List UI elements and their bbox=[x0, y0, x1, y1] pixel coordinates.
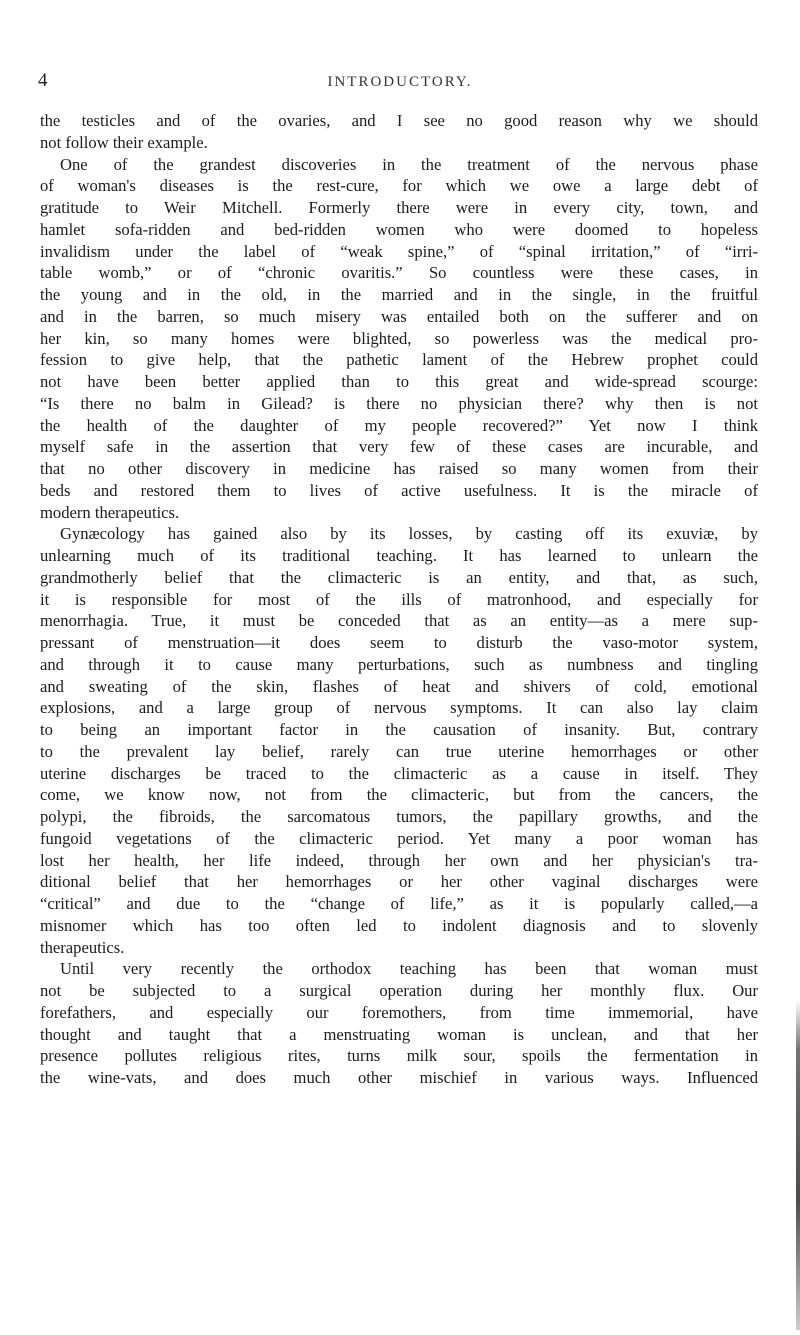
text-line: fession to give help, that the pathetic lament of the Hebrew prophet could bbox=[40, 350, 758, 370]
text-line: forefathers, and especially our foremothers, from time immemorial, have bbox=[40, 1002, 758, 1022]
text-line: polypi, the fibroids, the sarcomatous tumors, the papillary growths, and the bbox=[40, 807, 758, 826]
text-line: come, we know now, not from the climacteric, but from the cancers, the bbox=[40, 785, 758, 805]
text-line: her kin, so many homes were blighted, so powerless was the medical pro- bbox=[40, 328, 758, 348]
text-line: to being an important factor in the causation of insanity. But, contrary bbox=[40, 720, 758, 739]
text-line: lost her health, her life indeed, through her own and her physician's tra- bbox=[40, 850, 758, 870]
body-text bbox=[40, 110, 758, 1089]
text-line: invalidism under the label of “weak spine,” of “spinal irritation,” of “irri- bbox=[40, 241, 758, 261]
text-line: modern therapeutics. bbox=[40, 502, 180, 522]
text-line: ditional belief that her hemorrhages or her other vaginal discharges were bbox=[40, 872, 758, 892]
text-line: uterine discharges be traced to the climacteric as a cause in itself. They bbox=[40, 763, 758, 783]
text-line: to the prevalent lay belief, rarely can true uterine hemorrhages or other bbox=[40, 741, 758, 761]
text-line: gratitude to Weir Mitchell. Formerly there were in every city, town, and bbox=[40, 198, 758, 217]
text-line: and through it to cause many perturbations, such as numbness and tingling bbox=[40, 654, 758, 674]
text-line: “critical” and due to the “change of life,” as it is popularly called,—a bbox=[40, 894, 758, 913]
text-line: table womb,” or of “chronic ovaritis.” So countless were these cases, in bbox=[40, 263, 758, 283]
text-line: misnomer which has too often led to indolent diagnosis and to slovenly bbox=[40, 915, 758, 935]
text-line: of woman's diseases is the rest-cure, for which we owe a large debt of bbox=[40, 176, 758, 196]
text-line: pressant of menstruation—it does seem to disturb the vaso-motor system, bbox=[40, 633, 758, 652]
text-line: and sweating of the skin, flashes of heat and shivers of cold, emotional bbox=[40, 676, 758, 696]
text-line: not be subjected to a surgical operation during her monthly flux. Our bbox=[40, 981, 758, 1000]
text-line: unlearning much of its traditional teaching. It has learned to unlearn the bbox=[40, 546, 758, 565]
text-line: not follow their example. bbox=[40, 132, 208, 152]
text-line: that no other discovery in medicine has raised so many women from their bbox=[40, 459, 758, 478]
running-head: INTRODUCTORY. bbox=[327, 74, 473, 90]
text-line: the young and in the old, in the married and in the single, in the fruitful bbox=[40, 285, 758, 304]
text-line: thought and taught that a menstruating woman is unclean, and that her bbox=[40, 1024, 758, 1044]
text-line: myself safe in the assertion that very few of these cases are incurable, and bbox=[40, 437, 758, 457]
text-line: beds and restored them to lives of active usefulness. It is the miracle of bbox=[40, 480, 758, 500]
text-line: and in the barren, so much misery was entailed both on the sufferer and on bbox=[40, 306, 758, 326]
text-line: not have been better applied than to this great and wide-spread scourge: bbox=[40, 372, 758, 391]
text-line: explosions, and a large group of nervous symptoms. It can also lay claim bbox=[40, 698, 758, 718]
paragraph-start-line: One of the grandest discoveries in the treatment of the nervous phase bbox=[60, 154, 758, 174]
text-line: the wine-vats, and does much other mischief in various ways. Influenced bbox=[40, 1068, 758, 1087]
text-line: grandmotherly belief that the climacteric is an entity, and that, as such, bbox=[40, 567, 758, 587]
text-line: the health of the daughter of my people recovered?” Yet now I think bbox=[40, 415, 758, 435]
text-line: the testicles and of the ovaries, and I see no good reason why we should bbox=[40, 111, 758, 130]
text-line: therapeutics. bbox=[40, 937, 125, 957]
text-line: menorrhagia. True, it must be conceded that as an entity—as a mere sup- bbox=[40, 611, 758, 631]
text-line: it is responsible for most of the ills of matronhood, and especially for bbox=[40, 589, 758, 609]
text-line: “Is there no balm in Gilead? is there no physician there? why then is not bbox=[40, 393, 758, 413]
page-number: 4 bbox=[38, 70, 48, 91]
text-line: hamlet sofa-ridden and bed-ridden women who were doomed to hopeless bbox=[40, 219, 758, 239]
paragraph-start-line: Until very recently the orthodox teaching has been that woman must bbox=[60, 959, 758, 979]
page-edge-shadow bbox=[796, 1000, 800, 1330]
text-line: presence pollutes religious rites, turns milk sour, spoils the fermentation in bbox=[40, 1046, 758, 1066]
text-line: fungoid vegetations of the climacteric period. Yet many a poor woman has bbox=[40, 828, 758, 848]
paragraph-start-line: Gynæcology has gained also by its losses, by casting off its exuviæ, by bbox=[60, 524, 758, 544]
